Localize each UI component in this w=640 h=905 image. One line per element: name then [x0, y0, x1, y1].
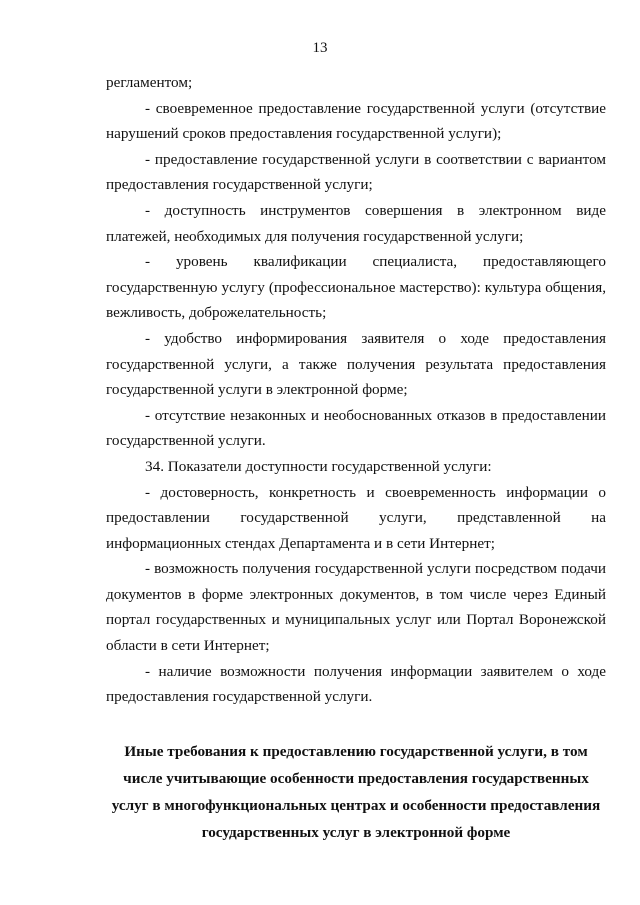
heading-line: Иные требования к предоставлению государственной услуги, в том	[124, 743, 588, 760]
heading-line: государственных услуг в электронной форме	[201, 824, 511, 841]
section-item-34: 34. Показатели доступности государственной услуги:	[145, 457, 492, 475]
heading-line: услуг в многофункциональных центрах и особенности предоставления	[111, 797, 601, 814]
heading-line: числе учитывающие особенности предоставления государственных	[123, 770, 589, 787]
list-item: - наличие возможности получения информации заявителем о ходе предоставления государственной услуги.	[106, 662, 606, 706]
section-heading	[106, 738, 606, 846]
list-item: - возможность получения государственной услуги посредством подачи документов в форме электронных документов, в том числе через Единый портал государственных и муниципальных услуг или Портал Воронежской области в сети Интернет;	[106, 560, 606, 655]
list-item: - отсутствие незаконных и необоснованных отказов в предоставлении государственной услуги.	[106, 406, 606, 450]
list-item: - доступность инструментов совершения в электронном виде платежей, необходимых для получения государственной услуги;	[106, 201, 606, 245]
paragraph-continuation: регламентом;	[106, 74, 193, 91]
list-item: - достоверность, конкретность и своевременность информации о предоставлении государственной услуги, представленной на информационных стендах Департамента и в сети Интернет;	[106, 483, 606, 552]
page-number: 13	[312, 40, 328, 56]
list-item: - предоставление государственной услуги в соответствии с вариантом предоставления государственной услуги;	[106, 150, 606, 194]
body-text	[106, 70, 606, 710]
list-item: - уровень квалификации специалиста, предоставляющего государственную услугу (профессиональное мастерство): культура общения, вежливость, доброжелательность;	[106, 253, 606, 322]
list-item: - удобство информирования заявителя о ходе предоставления государственной услуги, а также получения результата предоставления государственной услуги в электронной форме;	[106, 329, 606, 399]
list-item: - своевременное предоставление государственной услуги (отсутствие нарушений сроков предоставления государственной услуги);	[106, 99, 606, 143]
